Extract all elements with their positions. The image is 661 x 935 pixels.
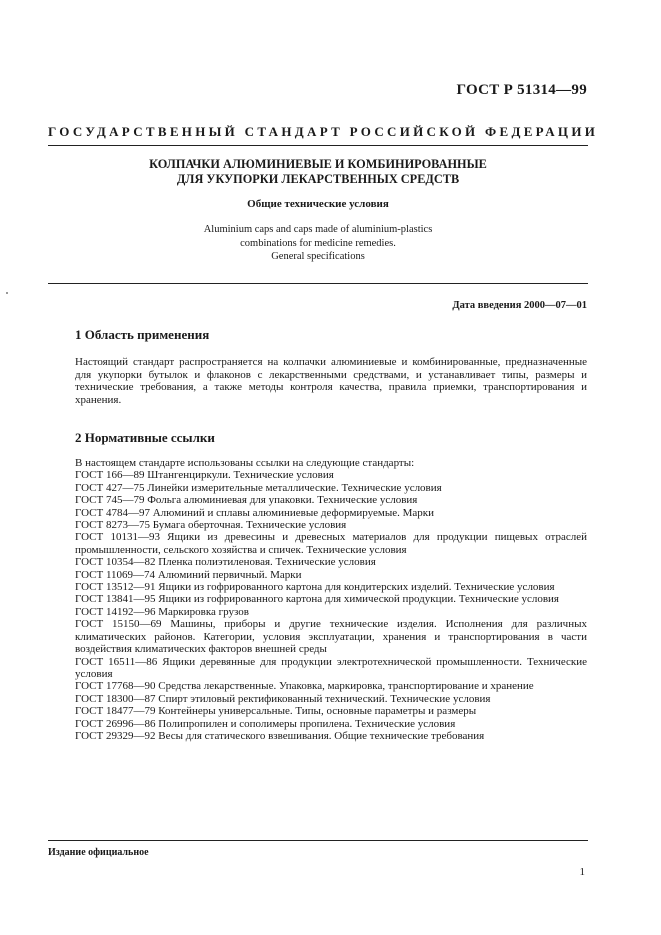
title-bottom-rule — [48, 283, 588, 284]
reference-item — [75, 705, 587, 717]
english-title-line-3: General specifications — [271, 251, 365, 262]
page-number: 1 — [579, 866, 585, 878]
reference-code: ГОСТ 14192—96 — [75, 605, 156, 618]
reference-item — [75, 556, 587, 568]
subtitle: Общие технические условия — [247, 198, 389, 210]
reference-title: Алюминий первичный. Марки — [157, 568, 302, 581]
reference-title: Весы для статического взвешивания. Общие технические требования — [158, 729, 485, 742]
reference-code: ГОСТ 13841—95 — [75, 593, 156, 606]
reference-code: ГОСТ 17768—90 — [75, 680, 156, 693]
reference-title: Полипропилен и сополимеры пропилена. Технические условия — [158, 717, 456, 730]
document-code: ГОСТ Р 51314—99 — [456, 82, 587, 98]
footer-rule — [48, 840, 588, 841]
section-1-text — [75, 356, 587, 406]
reference-code: ГОСТ 16511—86 — [75, 655, 158, 668]
reference-code: ГОСТ 11069—74 — [75, 568, 156, 581]
reference-code: ГОСТ 18477—79 — [75, 705, 156, 718]
reference-title: Ящики из древесины и древесных материалов для продукции пищевых отраслей промышленности, сельского хозяйства и спичек. Технические условия — [75, 531, 587, 556]
reference-title: Линейки измерительные металлические. Технические условия — [147, 481, 442, 494]
scan-speck — [6, 292, 8, 294]
reference-title: Фольга алюминиевая для упаковки. Технические условия — [147, 494, 418, 507]
reference-code: ГОСТ 4784—97 — [75, 506, 150, 519]
reference-item — [75, 593, 587, 605]
reference-title: Бумага оберточная. Технические условия — [152, 519, 347, 532]
reference-item — [75, 618, 587, 655]
reference-code: ГОСТ 8273—75 — [75, 519, 150, 532]
reference-code: ГОСТ 18300—87 — [75, 692, 156, 705]
reference-code: ГОСТ 166—89 — [75, 469, 145, 482]
main-title — [48, 157, 588, 187]
reference-code: ГОСТ 745—79 — [75, 494, 145, 507]
reference-item — [75, 494, 587, 506]
reference-item — [75, 507, 587, 519]
main-title-line-2: ДЛЯ УКУПОРКИ ЛЕКАРСТВЕННЫХ СРЕДСТВ — [176, 172, 460, 186]
section-2-heading: 2 Нормативные ссылки — [75, 430, 215, 445]
introduction-date: Дата введения 2000—07—01 — [452, 300, 587, 311]
reference-item — [75, 581, 587, 593]
reference-item — [75, 482, 587, 494]
reference-code: ГОСТ 427—75 — [75, 481, 145, 494]
reference-title: Алюминий и сплавы алюминиевые деформируемые. Марки — [152, 506, 435, 519]
reference-title: Контейнеры универсальные. Типы, основные параметры и размеры — [158, 705, 477, 718]
reference-code: ГОСТ 10354—82 — [75, 556, 156, 569]
reference-code: ГОСТ 29329—92 — [75, 729, 156, 742]
reference-item — [75, 606, 587, 618]
reference-item — [75, 730, 587, 742]
reference-title: Машины, приборы и другие технические изделия. Исполнения для различных климатических районов. Категории, условия эксплуатации, хранения и транспортирования в части воздействия климатических факторов внешней среды — [75, 618, 587, 656]
reference-item — [75, 519, 587, 531]
reference-code: ГОСТ 26996—86 — [75, 717, 156, 730]
reference-item — [75, 680, 587, 692]
english-title-line-2: combinations for medicine remedies. — [240, 237, 396, 249]
reference-item — [75, 718, 587, 730]
reference-title: Штангенциркули. Технические условия — [147, 469, 334, 482]
reference-title: Ящики деревянные для продукции электротехнической промышленности. Технические условия — [75, 655, 587, 680]
reference-title: Спирт этиловый ректификованный технический. Технические условия — [158, 692, 491, 705]
reference-item — [75, 469, 587, 481]
reference-title: Маркировка грузов — [158, 605, 249, 618]
reference-item — [75, 531, 587, 556]
reference-code: ГОСТ 10131—93 — [75, 531, 160, 544]
reference-title: Средства лекарственные. Упаковка, маркировка, транспортирование и хранение — [158, 680, 534, 693]
reference-title: Пленка полиэтиленовая. Технические условия — [158, 556, 376, 569]
section-1-paragraph: Настоящий стандарт распространяется на колпачки алюминиевые и комбинированные, предназначенные для укупорки бутылок и флаконов с лекарственными средствами, и устанавливает типы, размеры и технические требования, а также методы контроля качества, правила приемки, транспортирования и хранения. — [75, 356, 587, 406]
reference-code: ГОСТ 15150—69 — [75, 618, 162, 631]
references-intro: В настоящем стандарте использованы ссылки на следующие стандарты: — [75, 457, 415, 469]
standard-title: ГОСУДАРСТВЕННЫЙ СТАНДАРТ РОССИЙСКОЙ ФЕДЕРАЦИИ — [48, 124, 599, 139]
english-title — [48, 223, 588, 264]
reference-code: ГОСТ 13512—91 — [75, 581, 156, 594]
section-1-heading: 1 Область применения — [75, 327, 210, 342]
reference-title: Ящики из гофрированного картона для химической продукции. Технические условия — [158, 593, 559, 606]
english-title-line-1: Aluminium caps and caps made of aluminium-plastics — [203, 224, 433, 235]
reference-item — [75, 569, 587, 581]
reference-item — [75, 656, 587, 681]
references-items — [75, 469, 587, 742]
references-list — [75, 457, 587, 742]
reference-item — [75, 693, 587, 705]
edition-note: Издание официальное — [48, 847, 149, 858]
main-title-line-1: КОЛПАЧКИ АЛЮМИНИЕВЫЕ И КОМБИНИРОВАННЫЕ — [149, 157, 487, 171]
reference-title: Ящики из гофрированного картона для кондитерских изделий. Технические условия — [158, 581, 555, 594]
top-rule — [48, 145, 588, 146]
